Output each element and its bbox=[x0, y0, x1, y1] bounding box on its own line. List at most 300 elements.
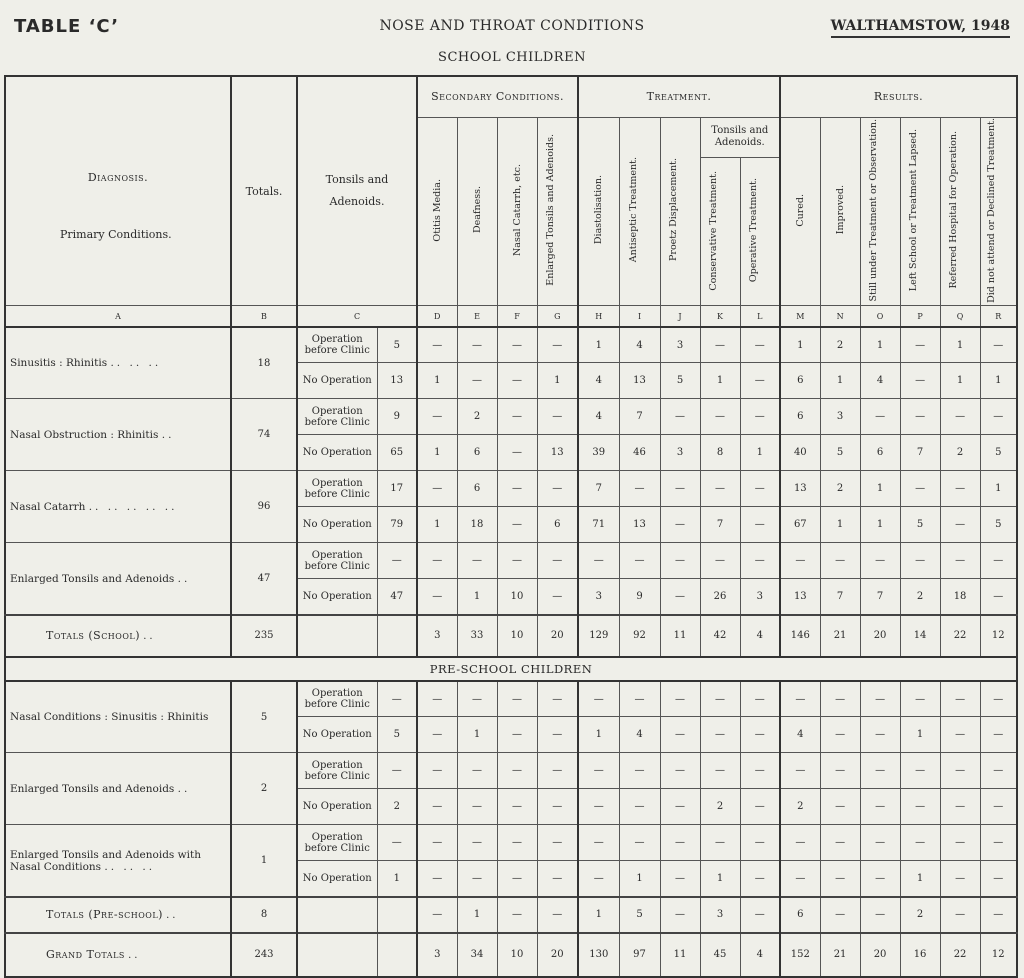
data-cell: — bbox=[457, 327, 497, 363]
data-cell: — bbox=[940, 471, 980, 507]
data-cell: — bbox=[980, 717, 1017, 753]
data-cell: — bbox=[980, 825, 1017, 861]
operation-status-label: No Operation bbox=[297, 363, 377, 399]
col-header-p: Left School or Treatment Lapsed. bbox=[908, 128, 920, 292]
totals-cell: 2 bbox=[231, 753, 297, 825]
data-cell: — bbox=[700, 753, 740, 789]
diagnosis-cell bbox=[5, 825, 231, 897]
col-header-g: Enlarged Tonsils and Adenoids. bbox=[545, 134, 557, 286]
data-cell: — bbox=[417, 327, 457, 363]
data-cell: 4 bbox=[619, 717, 660, 753]
total-value-cell: 1 bbox=[457, 897, 497, 933]
total-value-cell: — bbox=[940, 897, 980, 933]
table-row bbox=[5, 327, 1017, 363]
totals-cell: 235 bbox=[231, 615, 297, 657]
data-cell: — bbox=[537, 789, 578, 825]
data-cell: — bbox=[660, 861, 700, 897]
column-letter: R bbox=[980, 306, 1017, 327]
data-cell: — bbox=[457, 861, 497, 897]
data-cell: — bbox=[740, 789, 780, 825]
data-cell: — bbox=[660, 471, 700, 507]
data-cell: — bbox=[377, 825, 417, 861]
data-cell: 10 bbox=[497, 579, 537, 615]
data-cell: — bbox=[980, 579, 1017, 615]
totals-cell: 1 bbox=[231, 825, 297, 897]
col-header-r: Did not attend or Declined Treatment. bbox=[986, 117, 998, 303]
data-cell: — bbox=[780, 543, 820, 579]
column-letter: L bbox=[740, 306, 780, 327]
column-letter: K bbox=[700, 306, 740, 327]
leader-dots: .. .. .. .. .. bbox=[88, 500, 178, 513]
data-cell: 3 bbox=[578, 579, 619, 615]
total-value-cell: 146 bbox=[780, 615, 820, 657]
data-cell: 4 bbox=[578, 399, 619, 435]
table-row bbox=[5, 753, 1017, 789]
data-cell: — bbox=[619, 543, 660, 579]
total-value-cell: — bbox=[497, 897, 537, 933]
data-cell: — bbox=[497, 789, 537, 825]
total-value-cell: — bbox=[740, 897, 780, 933]
data-cell: 2 bbox=[820, 327, 860, 363]
empty-cell bbox=[377, 933, 417, 977]
data-cell: — bbox=[497, 435, 537, 471]
data-cell: 18 bbox=[940, 579, 980, 615]
data-cell: — bbox=[940, 789, 980, 825]
data-cell: — bbox=[497, 507, 537, 543]
data-cell: — bbox=[417, 861, 457, 897]
data-cell: — bbox=[660, 825, 700, 861]
data-cell: 1 bbox=[619, 861, 660, 897]
data-cell: — bbox=[900, 753, 940, 789]
data-cell: — bbox=[619, 753, 660, 789]
col-header-i: Antiseptic Treatment. bbox=[627, 157, 639, 263]
diagnosis-cell bbox=[5, 681, 231, 753]
total-value-cell: 45 bbox=[700, 933, 740, 977]
total-value-cell: — bbox=[660, 897, 700, 933]
total-value-cell: — bbox=[537, 897, 578, 933]
data-cell: 1 bbox=[417, 507, 457, 543]
data-cell: — bbox=[820, 861, 860, 897]
data-cell: 5 bbox=[980, 435, 1017, 471]
data-cell: 1 bbox=[578, 717, 619, 753]
column-letters-row bbox=[5, 306, 1017, 327]
data-cell: — bbox=[900, 681, 940, 717]
column-letter: B bbox=[231, 306, 297, 327]
table-row bbox=[5, 825, 1017, 861]
total-value-cell: 2 bbox=[900, 897, 940, 933]
data-cell: — bbox=[537, 717, 578, 753]
data-cell: 1 bbox=[860, 471, 900, 507]
column-letter: I bbox=[619, 306, 660, 327]
data-cell: — bbox=[940, 825, 980, 861]
data-cell: 8 bbox=[700, 435, 740, 471]
data-cell: — bbox=[740, 717, 780, 753]
data-cell: 5 bbox=[980, 507, 1017, 543]
data-cell: 1 bbox=[940, 327, 980, 363]
data-cell: — bbox=[820, 681, 860, 717]
data-cell: — bbox=[700, 327, 740, 363]
data-cell: 4 bbox=[860, 363, 900, 399]
data-cell: — bbox=[740, 861, 780, 897]
header-secondary: Secondary Conditions. bbox=[417, 76, 578, 117]
data-cell: 3 bbox=[740, 579, 780, 615]
diagnosis-label: Enlarged Tonsils and Adenoids with Nasal Conditions bbox=[10, 848, 201, 873]
totals-label: Grand Totals bbox=[46, 948, 125, 962]
data-cell: — bbox=[497, 825, 537, 861]
total-value-cell: 3 bbox=[417, 615, 457, 657]
data-cell: 13 bbox=[780, 579, 820, 615]
totals-cell: 47 bbox=[231, 543, 297, 615]
data-cell: — bbox=[377, 681, 417, 717]
total-value-cell: 42 bbox=[700, 615, 740, 657]
data-cell: — bbox=[820, 753, 860, 789]
total-value-cell: 129 bbox=[578, 615, 619, 657]
data-cell: 2 bbox=[457, 399, 497, 435]
data-cell: — bbox=[860, 717, 900, 753]
header-results: Results. bbox=[780, 76, 1017, 117]
data-cell: — bbox=[457, 543, 497, 579]
data-cell: — bbox=[900, 399, 940, 435]
empty-cell bbox=[297, 933, 377, 977]
totals-row bbox=[5, 615, 1017, 657]
data-cell: — bbox=[578, 543, 619, 579]
data-cell: — bbox=[940, 399, 980, 435]
data-cell: — bbox=[860, 753, 900, 789]
diagnosis-cell bbox=[5, 753, 231, 825]
totals-row bbox=[5, 933, 1017, 977]
data-cell: — bbox=[780, 861, 820, 897]
data-cell: — bbox=[417, 825, 457, 861]
data-cell: 4 bbox=[578, 363, 619, 399]
column-letter: M bbox=[780, 306, 820, 327]
data-cell: 6 bbox=[537, 507, 578, 543]
data-cell: — bbox=[537, 861, 578, 897]
col-header-h: Diastolisation. bbox=[593, 175, 605, 245]
data-cell: — bbox=[417, 681, 457, 717]
data-cell: — bbox=[860, 861, 900, 897]
data-cell: — bbox=[780, 825, 820, 861]
totals-cell: 243 bbox=[231, 933, 297, 977]
column-letter: J bbox=[660, 306, 700, 327]
data-cell: 7 bbox=[860, 579, 900, 615]
data-cell: — bbox=[417, 789, 457, 825]
total-value-cell: 20 bbox=[537, 615, 578, 657]
totals-cell: 8 bbox=[231, 897, 297, 933]
data-cell: 1 bbox=[417, 435, 457, 471]
data-cell: — bbox=[457, 825, 497, 861]
diagnosis-label: Sinusitis : Rhinitis bbox=[10, 357, 108, 370]
column-letter: C bbox=[297, 306, 417, 327]
data-cell: 1 bbox=[740, 435, 780, 471]
total-value-cell: 4 bbox=[740, 933, 780, 977]
data-cell: 13 bbox=[537, 435, 578, 471]
total-value-cell: 22 bbox=[940, 615, 980, 657]
data-cell: — bbox=[497, 543, 537, 579]
totals-cell: 74 bbox=[231, 399, 297, 471]
data-cell: 6 bbox=[780, 363, 820, 399]
total-value-cell: 20 bbox=[860, 615, 900, 657]
totals-label-cell bbox=[5, 615, 231, 657]
leader-dots: .. .. .. bbox=[104, 860, 156, 873]
leader-dots: .. .. .. bbox=[110, 357, 162, 370]
data-cell: — bbox=[860, 681, 900, 717]
header-treatment: Treatment. bbox=[578, 76, 780, 117]
data-cell: — bbox=[860, 825, 900, 861]
data-cell: — bbox=[860, 399, 900, 435]
data-cell: — bbox=[980, 399, 1017, 435]
header-totals: Totals. bbox=[231, 76, 297, 306]
leader-dots: .. bbox=[177, 572, 191, 585]
total-value-cell: — bbox=[980, 897, 1017, 933]
data-cell: — bbox=[820, 543, 860, 579]
data-cell: — bbox=[700, 825, 740, 861]
diagnosis-label: Enlarged Tonsils and Adenoids bbox=[10, 572, 175, 585]
operation-status-label: Operation before Clinic bbox=[297, 753, 377, 789]
data-cell: 17 bbox=[377, 471, 417, 507]
operation-status-label: No Operation bbox=[297, 789, 377, 825]
data-cell: — bbox=[660, 717, 700, 753]
data-cell: 2 bbox=[940, 435, 980, 471]
data-cell: — bbox=[578, 681, 619, 717]
data-cell: 6 bbox=[860, 435, 900, 471]
totals-label-cell bbox=[5, 933, 231, 977]
section-title-school: SCHOOL CHILDREN bbox=[438, 50, 586, 65]
data-cell: 1 bbox=[860, 507, 900, 543]
data-cell: 5 bbox=[820, 435, 860, 471]
operation-status-label: No Operation bbox=[297, 507, 377, 543]
data-cell: 1 bbox=[900, 861, 940, 897]
data-cell: 5 bbox=[660, 363, 700, 399]
data-cell: — bbox=[660, 753, 700, 789]
data-cell: 1 bbox=[820, 363, 860, 399]
total-value-cell: — bbox=[820, 897, 860, 933]
total-value-cell: 33 bbox=[457, 615, 497, 657]
total-value-cell: 10 bbox=[497, 615, 537, 657]
data-cell: 4 bbox=[619, 327, 660, 363]
data-cell: — bbox=[900, 825, 940, 861]
col-header-k: Conservative Treatment. bbox=[708, 170, 720, 291]
data-cell: 7 bbox=[619, 399, 660, 435]
column-letter: O bbox=[860, 306, 900, 327]
column-letter: G bbox=[537, 306, 578, 327]
column-letter: H bbox=[578, 306, 619, 327]
data-cell: 65 bbox=[377, 435, 417, 471]
total-value-cell: 152 bbox=[780, 933, 820, 977]
total-value-cell: 22 bbox=[940, 933, 980, 977]
data-cell: — bbox=[537, 399, 578, 435]
data-cell: — bbox=[940, 717, 980, 753]
data-cell: 1 bbox=[700, 861, 740, 897]
data-cell: 2 bbox=[780, 789, 820, 825]
leader-dots: .. bbox=[166, 910, 179, 922]
total-value-cell: 20 bbox=[860, 933, 900, 977]
data-cell: — bbox=[740, 753, 780, 789]
data-cell: — bbox=[900, 543, 940, 579]
data-cell: 7 bbox=[900, 435, 940, 471]
data-cell: — bbox=[578, 861, 619, 897]
diagnosis-label: Nasal Catarrh bbox=[10, 500, 86, 513]
operation-status-label: No Operation bbox=[297, 579, 377, 615]
data-cell: — bbox=[457, 789, 497, 825]
total-value-cell: 130 bbox=[578, 933, 619, 977]
data-cell: — bbox=[457, 363, 497, 399]
data-cell: — bbox=[740, 471, 780, 507]
data-cell: — bbox=[457, 753, 497, 789]
data-cell: 2 bbox=[377, 789, 417, 825]
data-cell: — bbox=[497, 717, 537, 753]
total-value-cell: 12 bbox=[980, 933, 1017, 977]
table-row bbox=[5, 681, 1017, 717]
data-cell: — bbox=[700, 399, 740, 435]
data-cell: — bbox=[417, 753, 457, 789]
data-cell: 46 bbox=[619, 435, 660, 471]
diagnosis-label: Enlarged Tonsils and Adenoids bbox=[10, 782, 175, 795]
data-cell: — bbox=[980, 681, 1017, 717]
empty-cell bbox=[377, 897, 417, 933]
data-cell: — bbox=[820, 789, 860, 825]
col-header-f: Nasal Catarrh, etc. bbox=[511, 163, 523, 256]
col-header-l: Operative Treatment. bbox=[747, 178, 759, 283]
table-id: TABLE ‘C’ bbox=[14, 16, 120, 37]
data-cell: 13 bbox=[377, 363, 417, 399]
empty-cell bbox=[297, 897, 377, 933]
page-title: NOSE AND THROAT CONDITIONS bbox=[379, 18, 645, 34]
total-value-cell: 34 bbox=[457, 933, 497, 977]
leader-dots: .. bbox=[161, 428, 175, 441]
data-cell: — bbox=[900, 471, 940, 507]
data-cell: — bbox=[660, 579, 700, 615]
diagnosis-cell bbox=[5, 399, 231, 471]
total-value-cell: 1 bbox=[578, 897, 619, 933]
data-cell: — bbox=[578, 825, 619, 861]
data-cell: — bbox=[619, 789, 660, 825]
data-cell: — bbox=[860, 789, 900, 825]
operation-status-label: Operation before Clinic bbox=[297, 399, 377, 435]
data-cell: 5 bbox=[900, 507, 940, 543]
totals-label-cell bbox=[5, 897, 231, 933]
total-value-cell: 21 bbox=[820, 615, 860, 657]
data-cell: — bbox=[820, 717, 860, 753]
data-cell: 1 bbox=[578, 327, 619, 363]
operation-status-label: No Operation bbox=[297, 861, 377, 897]
data-cell: — bbox=[900, 789, 940, 825]
col-header-o: Still under Treatment or Observation. bbox=[868, 118, 880, 302]
data-cell: 1 bbox=[780, 327, 820, 363]
empty-cell bbox=[297, 615, 377, 657]
data-cell: — bbox=[660, 681, 700, 717]
total-value-cell: 11 bbox=[660, 615, 700, 657]
data-cell: 9 bbox=[377, 399, 417, 435]
data-cell: — bbox=[900, 327, 940, 363]
data-cell: — bbox=[700, 681, 740, 717]
data-cell: 67 bbox=[780, 507, 820, 543]
total-value-cell: — bbox=[417, 897, 457, 933]
diagnosis-cell bbox=[5, 543, 231, 615]
col-header-e: Deafness. bbox=[471, 186, 483, 234]
data-cell: 1 bbox=[537, 363, 578, 399]
data-cell: — bbox=[740, 507, 780, 543]
operation-status-label: Operation before Clinic bbox=[297, 327, 377, 363]
column-letter: E bbox=[457, 306, 497, 327]
data-cell: — bbox=[780, 753, 820, 789]
data-cell: 47 bbox=[377, 579, 417, 615]
data-cell: — bbox=[740, 363, 780, 399]
data-cell: 1 bbox=[900, 717, 940, 753]
data-cell: 3 bbox=[660, 435, 700, 471]
data-cell: 3 bbox=[660, 327, 700, 363]
data-cell: — bbox=[619, 471, 660, 507]
data-cell: 7 bbox=[820, 579, 860, 615]
data-cell: — bbox=[940, 507, 980, 543]
data-cell: — bbox=[377, 753, 417, 789]
data-cell: — bbox=[700, 471, 740, 507]
data-cell: — bbox=[497, 861, 537, 897]
data-cell: 1 bbox=[980, 363, 1017, 399]
operation-status-label: Operation before Clinic bbox=[297, 471, 377, 507]
data-cell: — bbox=[497, 753, 537, 789]
data-cell: 6 bbox=[457, 435, 497, 471]
data-cell: — bbox=[900, 363, 940, 399]
operation-status-label: Operation before Clinic bbox=[297, 681, 377, 717]
data-cell: — bbox=[497, 363, 537, 399]
total-value-cell: 11 bbox=[660, 933, 700, 977]
data-cell: 1 bbox=[457, 579, 497, 615]
total-value-cell: 92 bbox=[619, 615, 660, 657]
leader-dots: .. bbox=[143, 631, 156, 643]
col-header-m: Cured. bbox=[794, 193, 806, 227]
data-cell: 3 bbox=[820, 399, 860, 435]
data-cell: — bbox=[619, 681, 660, 717]
data-cell: — bbox=[537, 825, 578, 861]
data-cell: 1 bbox=[700, 363, 740, 399]
data-cell: — bbox=[980, 543, 1017, 579]
data-cell: 7 bbox=[700, 507, 740, 543]
total-value-cell: 12 bbox=[980, 615, 1017, 657]
data-cell: — bbox=[940, 753, 980, 789]
column-letter: D bbox=[417, 306, 457, 327]
diagnosis-cell bbox=[5, 327, 231, 399]
operation-status-label: No Operation bbox=[297, 435, 377, 471]
operation-status-label: No Operation bbox=[297, 717, 377, 753]
data-cell: — bbox=[417, 579, 457, 615]
data-cell: — bbox=[820, 825, 860, 861]
totals-row bbox=[5, 897, 1017, 933]
total-value-cell: 16 bbox=[900, 933, 940, 977]
data-cell: — bbox=[940, 543, 980, 579]
data-cell: 6 bbox=[780, 399, 820, 435]
data-cell: — bbox=[740, 681, 780, 717]
data-cell: 1 bbox=[820, 507, 860, 543]
data-cell: — bbox=[780, 681, 820, 717]
data-cell: — bbox=[497, 471, 537, 507]
totals-label: Totals (School) bbox=[46, 629, 141, 643]
total-value-cell: 97 bbox=[619, 933, 660, 977]
totals-cell: 5 bbox=[231, 681, 297, 753]
totals-label: Totals (Pre-school) bbox=[46, 908, 163, 922]
data-cell: 1 bbox=[980, 471, 1017, 507]
total-value-cell: 4 bbox=[740, 615, 780, 657]
total-value-cell: 3 bbox=[417, 933, 457, 977]
data-cell: 7 bbox=[578, 471, 619, 507]
data-cell: — bbox=[537, 543, 578, 579]
data-cell: — bbox=[578, 789, 619, 825]
data-cell: — bbox=[940, 681, 980, 717]
data-cell: — bbox=[660, 789, 700, 825]
data-cell: 2 bbox=[700, 789, 740, 825]
data-cell: 13 bbox=[619, 507, 660, 543]
data-cell: 13 bbox=[619, 363, 660, 399]
data-cell: 9 bbox=[619, 579, 660, 615]
